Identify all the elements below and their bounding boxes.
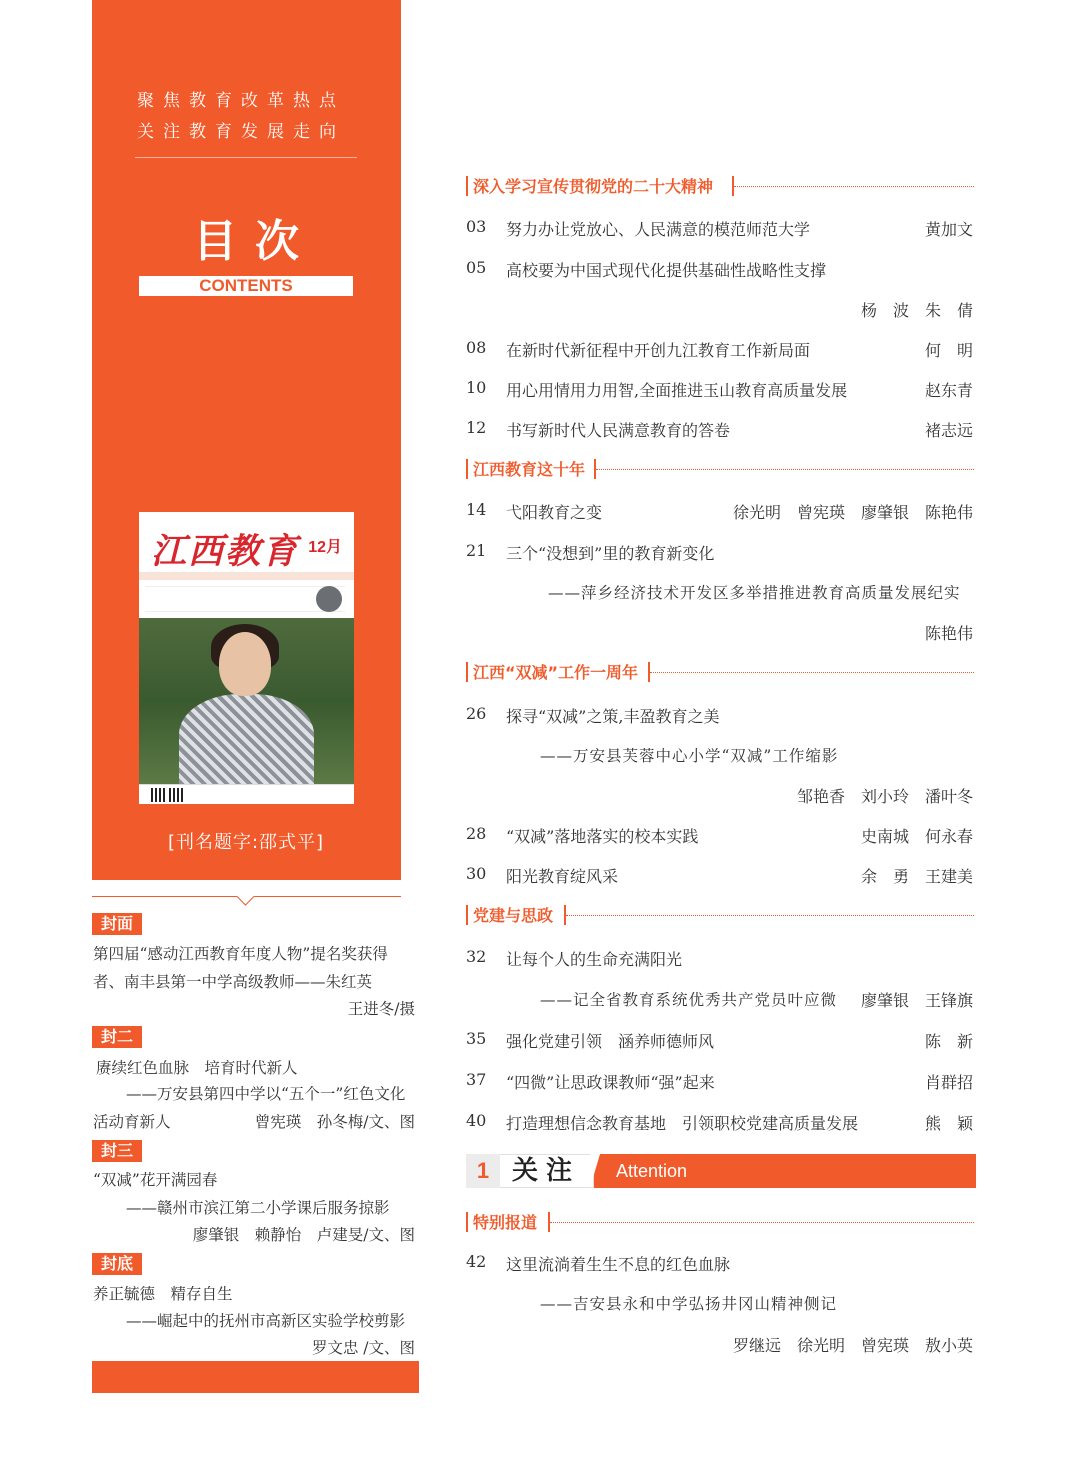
section-marker: [466, 662, 468, 682]
attention-title: 关注: [512, 1156, 581, 1186]
article-title[interactable]: 在新时代新征程中开创九江教育工作新局面: [506, 341, 811, 360]
cover-note-credit: 廖肇银 赖静怡 卢建旻/文、图: [192, 1226, 415, 1244]
contents-label: CONTENTS: [139, 276, 353, 296]
article-subtitle: ——记全省教育系统优秀共产党员叶应微: [540, 991, 838, 1009]
article-title[interactable]: 高校要为中国式现代化提供基础性战略性支撑: [506, 261, 827, 280]
article-authors: 黄加文: [924, 220, 973, 239]
calligraphy-credit: [刊名题字:邵式平]: [167, 832, 325, 853]
cover-tag-front: 封面: [92, 913, 142, 935]
cover-note-line: 赓续红色血脉 培育时代新人: [96, 1059, 298, 1077]
section-rule: [734, 186, 974, 187]
article-title[interactable]: 这里流淌着生生不息的红色血脉: [506, 1255, 731, 1274]
divider: [135, 157, 357, 158]
article-authors: 陈艳伟: [924, 624, 973, 643]
section-rule: [550, 1222, 974, 1223]
cover-note-line: ——赣州市滨江第二小学课后服务掠影: [126, 1199, 390, 1217]
section-marker: [548, 1212, 550, 1232]
article-title[interactable]: “四微”让思政课教师“强”起来: [506, 1073, 715, 1092]
cover-inset-portrait: [316, 586, 342, 612]
attention-banner: [466, 1154, 976, 1188]
section-title: 党建与思政: [473, 903, 559, 926]
article-page: 35: [466, 1029, 487, 1048]
article-authors: 熊 颖: [924, 1114, 973, 1133]
article-title[interactable]: 强化党建引领 涵养师德师风: [506, 1032, 715, 1051]
cover-tag-inside-back: 封三: [92, 1140, 142, 1162]
section-header: [466, 905, 974, 925]
article-page: 42: [466, 1252, 487, 1271]
section-marker: [466, 459, 468, 479]
article-title[interactable]: 努力办让党放心、人民满意的模范师范大学: [506, 220, 811, 239]
article-title[interactable]: 打造理想信念教育基地 引领职校党建高质量发展: [506, 1114, 859, 1133]
article-authors: 余 勇 王建美: [860, 867, 973, 886]
qr-code-icon: [151, 788, 165, 802]
section-marker: [594, 459, 596, 479]
banner-slant: [590, 1154, 600, 1188]
section-title: 深入学习宣传贯彻党的二十大精神: [473, 174, 719, 197]
attention-number: 1: [466, 1154, 500, 1188]
cover-note-line: 活动育新人: [93, 1113, 171, 1131]
article-subtitle: ——万安县芙蓉中心小学“双减”工作缩影: [540, 747, 839, 765]
article-page: 28: [466, 824, 487, 843]
cover-note-line: 者、南丰县第一中学高级教师——朱红英: [93, 973, 373, 991]
cover-note-line: 第四届“感动江西教育年度人物”提名奖获得: [93, 945, 388, 963]
bottom-accent-bar: [92, 1361, 419, 1393]
slogan-line-2: 关注教育发展走向: [137, 122, 345, 142]
article-authors: 肖群招: [924, 1073, 973, 1092]
section-title: 江西教育这十年: [473, 457, 591, 480]
article-subtitle: ——吉安县永和中学弘扬井冈山精神侧记: [540, 1295, 838, 1313]
article-authors: 史南城 何永春: [860, 827, 973, 846]
cover-tag-back: 封底: [92, 1253, 142, 1275]
article-authors: 徐光明 曾宪瑛 廖肇银 陈艳伟: [732, 503, 973, 522]
cover-note-credit: 罗文忠 /文、图: [311, 1339, 415, 1357]
article-title[interactable]: “双减”落地落实的校本实践: [506, 827, 699, 846]
section-header: [466, 1212, 974, 1232]
article-title[interactable]: 三个“没想到”里的教育新变化: [506, 544, 715, 563]
cover-headline-row: [145, 586, 345, 612]
article-authors: 何 明: [924, 341, 973, 360]
article-page: 03: [466, 217, 487, 236]
section-title: 特别报道: [473, 1210, 543, 1233]
section-marker: [466, 905, 468, 925]
section-header: [466, 176, 974, 196]
cover-issue: 12月: [308, 539, 342, 556]
article-page: 05: [466, 258, 487, 277]
cover-note-line: 养正毓德 精存自生: [93, 1285, 233, 1303]
section-header: [466, 662, 974, 682]
article-page: 40: [466, 1111, 487, 1130]
section-marker: [466, 176, 468, 196]
article-title[interactable]: 阳光教育绽风采: [506, 867, 619, 886]
cover-note-line: “双减”花开满园春: [93, 1171, 218, 1189]
cover-note-credit: 王进冬/摄: [347, 1000, 415, 1018]
attention-title-en: Attention: [616, 1161, 688, 1181]
article-title[interactable]: 让每个人的生命充满阳光: [506, 950, 683, 969]
page-title: 目次: [193, 216, 317, 267]
article-authors: 邹艳香 刘小玲 潘叶冬: [796, 787, 973, 806]
section-title: 江西“双减”工作一周年: [473, 660, 644, 683]
section-marker: [648, 662, 650, 682]
qr-code-icon: [169, 788, 183, 802]
section-marker: [466, 1212, 468, 1232]
cover-tag-inside-front: 封二: [92, 1026, 142, 1048]
notch-marker: [236, 887, 254, 905]
article-page: 10: [466, 378, 487, 397]
cover-note-line: ——崛起中的抚州市高新区实验学校剪影: [126, 1312, 406, 1330]
cover-note-line: ——万安县第四中学以“五个一”红色文化: [126, 1085, 406, 1103]
article-title[interactable]: 弋阳教育之变: [506, 503, 603, 522]
article-title[interactable]: 用心用情用力用智,全面推进玉山教育高质量发展: [506, 381, 848, 400]
article-page: 08: [466, 338, 487, 357]
section-marker: [564, 905, 566, 925]
section-rule: [566, 915, 974, 916]
article-authors: 廖肇银 王锋旗: [860, 991, 973, 1010]
article-authors: 褚志远: [924, 421, 973, 440]
cover-photo: [139, 618, 354, 784]
article-authors: 陈 新: [924, 1032, 973, 1051]
person-shirt: [179, 694, 314, 784]
section-header: [466, 459, 974, 479]
cover-note-credit: 曾宪瑛 孙冬梅/文、图: [254, 1113, 415, 1131]
cover-masthead: 江西教育: [151, 531, 300, 572]
section-rule: [650, 672, 974, 673]
article-authors: 罗继远 徐光明 曾宪瑛 敖小英: [732, 1336, 973, 1355]
magazine-cover-image: [139, 512, 354, 804]
slogan-line-1: 聚焦教育改革热点: [137, 91, 345, 111]
person-face: [219, 632, 271, 696]
article-subtitle: ——萍乡经济技术开发区多举措推进教育高质量发展纪实: [548, 584, 961, 602]
section-marker: [732, 176, 734, 196]
article-page: 37: [466, 1070, 487, 1089]
cover-footer: [139, 784, 354, 804]
article-page: 26: [466, 704, 487, 723]
article-page: 32: [466, 947, 487, 966]
article-title[interactable]: 探寻“双减”之策,丰盈教育之美: [506, 707, 720, 726]
article-authors: 赵东青: [924, 381, 973, 400]
cover-strip: [139, 572, 354, 580]
article-page: 12: [466, 418, 487, 437]
article-page: 14: [466, 500, 487, 519]
section-rule: [596, 469, 974, 470]
article-title[interactable]: 书写新时代人民满意教育的答卷: [506, 421, 731, 440]
article-page: 21: [466, 541, 487, 560]
article-authors: 杨 波 朱 倩: [860, 301, 973, 320]
article-page: 30: [466, 864, 487, 883]
